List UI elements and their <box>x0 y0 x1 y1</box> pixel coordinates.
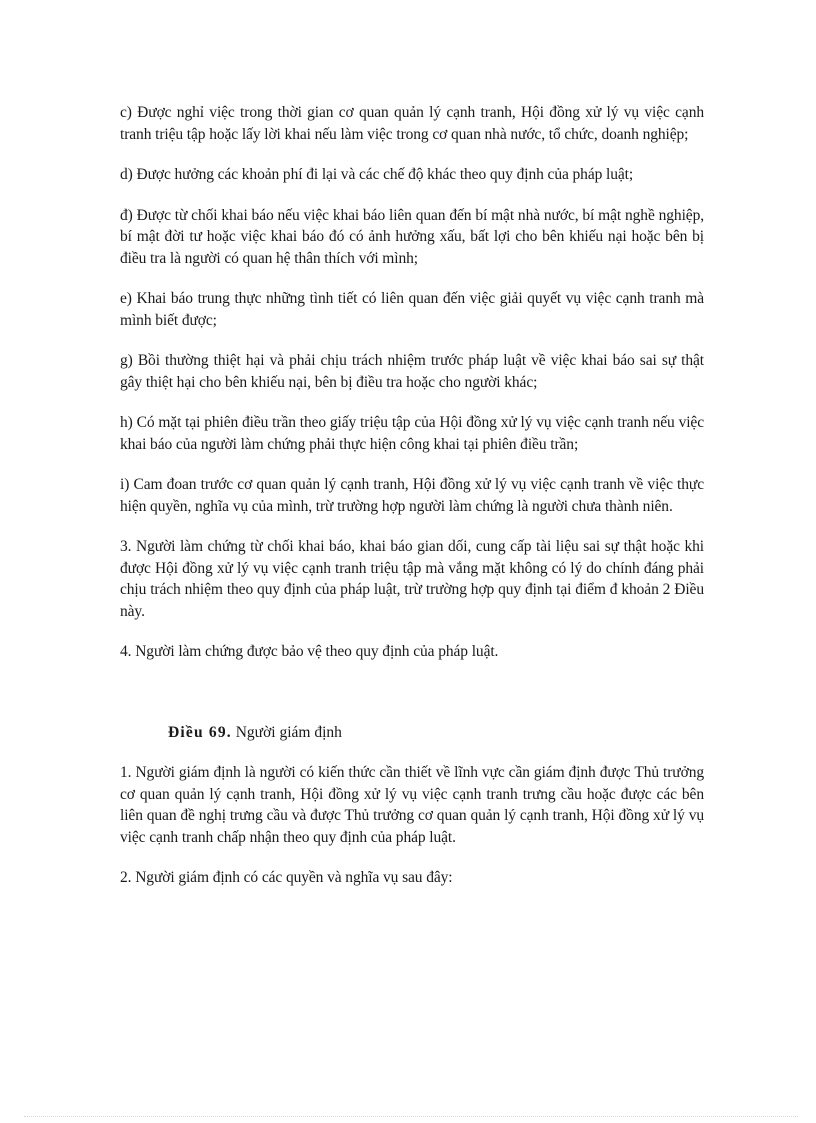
paragraph-4: 4. Người làm chứng được bảo vệ theo quy định của pháp luật. <box>120 643 499 660</box>
clause-e: e) Khai báo trung thực những tình tiết có liên quan đến việc giải quyết vụ việc cạnh tranh mà mình biết được; <box>120 290 704 329</box>
clause-g: g) Bồi thường thiệt hại và phải chịu trách nhiệm trước pháp luật về việc khai báo sai sự thật gây thiệt hại cho bên khiếu nại, bên bị điều tra hoặc cho người khác; <box>120 352 704 391</box>
clause-dd: đ) Được từ chối khai báo nếu việc khai báo liên quan đến bí mật nhà nước, bí mật nghề nghiệp, bí mật đời tư hoặc việc khai báo đó có ảnh hưởng xấu, bất lợi cho bên khiếu nại hoặc bên bị điều tra là người có quan hệ thân thích với mình; <box>120 206 704 267</box>
page-bottom-border <box>24 1116 798 1117</box>
article-69-paragraph-1: 1. Người giám định là người có kiến thức cần thiết về lĩnh vực cần giám định được Thủ trưởng cơ quan quản lý cạnh tranh, Hội đồng xử lý vụ việc cạnh tranh trưng cầu hoặc được các bên liên quan đề nghị trưng cầu và được Thủ trưởng cơ quan quản lý cạnh tranh, Hội đồng xử lý vụ việc cạnh tranh chấp nhận theo quy định của pháp luật. <box>120 764 704 846</box>
clause-c: c) Được nghỉ việc trong thời gian cơ quan quản lý cạnh tranh, Hội đồng xử lý vụ việc cạnh tranh triệu tập hoặc lấy lời khai nếu làm việc trong cơ quan nhà nước, tổ chức, doanh nghiệp; <box>120 104 704 143</box>
article-title: Người giám định <box>235 723 342 741</box>
document-body <box>120 102 704 908</box>
article-69-paragraph-2: 2. Người giám định có các quyền và nghĩa vụ sau đây: <box>120 869 453 886</box>
clause-i: i) Cam đoan trước cơ quan quản lý cạnh tranh, Hội đồng xử lý vụ việc cạnh tranh về việc thực hiện quyền, nghĩa vụ của mình, trừ trường hợp người làm chứng là người chưa thành niên. <box>120 476 704 515</box>
article-heading <box>168 722 704 744</box>
paragraph-3: 3. Người làm chứng từ chối khai báo, khai báo gian dối, cung cấp tài liệu sai sự thật hoặc khi được Hội đồng xử lý vụ việc cạnh tranh triệu tập mà vắng mặt không có lý do chính đáng phải chịu trách nhiệm theo quy định của pháp luật, trừ trường hợp quy định tại điểm đ khoản 2 Điều này. <box>120 538 704 620</box>
clause-d: d) Được hưởng các khoản phí đi lại và các chế độ khác theo quy định của pháp luật; <box>120 166 634 183</box>
section-spacer <box>120 682 704 722</box>
clause-h: h) Có mặt tại phiên điều trần theo giấy triệu tập của Hội đồng xử lý vụ việc cạnh tranh nếu việc khai báo của người làm chứng phải thực hiện công khai tại phiên điều trần; <box>120 414 704 453</box>
article-number: Điều 69. <box>168 723 232 741</box>
